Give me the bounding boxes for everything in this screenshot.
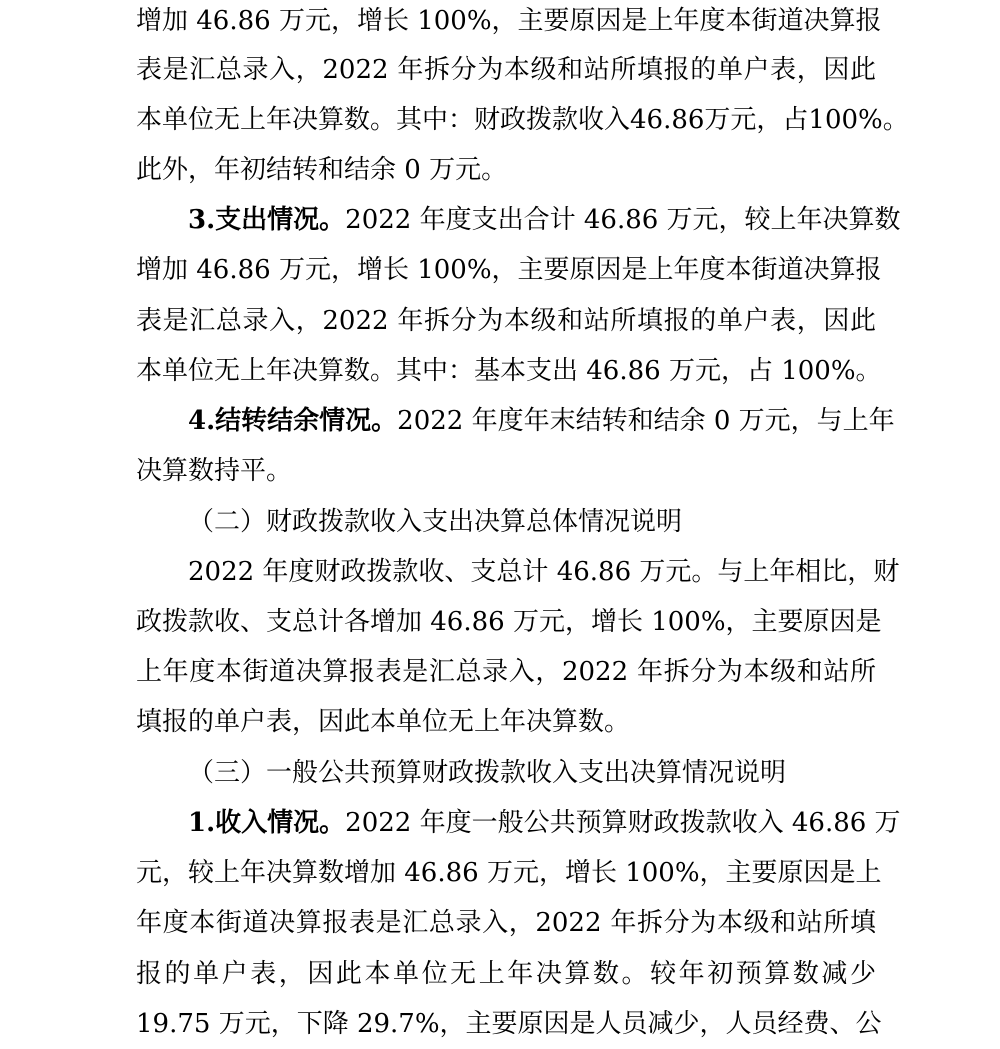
text-line-1: 增加 46.86 万元，增长 100%，主要原因是上年度本街道决算报	[136, 6, 882, 36]
subsection-3-title: （三）一般公共预算财政拨款收入支出决算情况说明	[188, 758, 787, 788]
section-3-first-line	[188, 195, 901, 245]
section-3-text: 2022 年度支出合计 46.86 万元，较上年决算数	[345, 205, 901, 235]
section-1-text: 2022 年度一般公共预算财政拨款收入 46.86 万	[345, 808, 901, 838]
text-line-10: 决算数持平。	[136, 456, 293, 486]
text-line-12: 2022 年度财政拨款收、支总计 46.86 万元。与上年相比，财	[188, 557, 900, 587]
text-line-21: 19.75 万元，下降 29.7%，主要原因是人员减少，人员经费、公	[136, 1009, 882, 1039]
text-line-6: 增加 46.86 万元，增长 100%，主要原因是上年度本街道决算报	[136, 255, 882, 285]
text-line-8: 本单位无上年决算数。其中：基本支出 46.86 万元，占 100%。	[136, 356, 882, 386]
text-line-15: 填报的单户表，因此本单位无上年决算数。	[136, 707, 631, 737]
text-line-14: 上年度本街道决算报表是汇总录入，2022 年拆分为本级和站所	[136, 657, 876, 687]
section-1-heading: 1.收入情况。	[188, 808, 346, 838]
text-line-2: 表是汇总录入，2022 年拆分为本级和站所填报的单户表，因此	[136, 55, 876, 85]
section-4-heading: 4.结转结余情况。	[188, 406, 398, 436]
text-line-4: 此外，年初结转和结余 0 万元。	[136, 155, 508, 185]
text-line-7: 表是汇总录入，2022 年拆分为本级和站所填报的单户表，因此	[136, 306, 876, 336]
text-line-20: 报的单户表，因此本单位无上年决算数。较年初预算数减少	[136, 959, 876, 989]
text-line-19: 年度本街道决算报表是汇总录入，2022 年拆分为本级和站所填	[136, 908, 876, 938]
section-4-first-line	[188, 396, 895, 446]
section-3-heading: 3.支出情况。	[188, 205, 346, 235]
text-line-18: 元，较上年决算数增加 46.86 万元，增长 100%，主要原因是上	[136, 858, 882, 888]
subsection-2-title: （二）财政拨款收入支出决算总体情况说明	[188, 507, 683, 537]
section-1-first-line	[188, 798, 901, 848]
text-line-3: 本单位无上年决算数。其中：财政拨款收入46.86万元，占100%。	[136, 105, 909, 135]
section-4-text: 2022 年度年末结转和结余 0 万元，与上年	[397, 406, 895, 436]
text-line-13: 政拨款收、支总计各增加 46.86 万元，增长 100%，主要原因是	[136, 607, 882, 637]
